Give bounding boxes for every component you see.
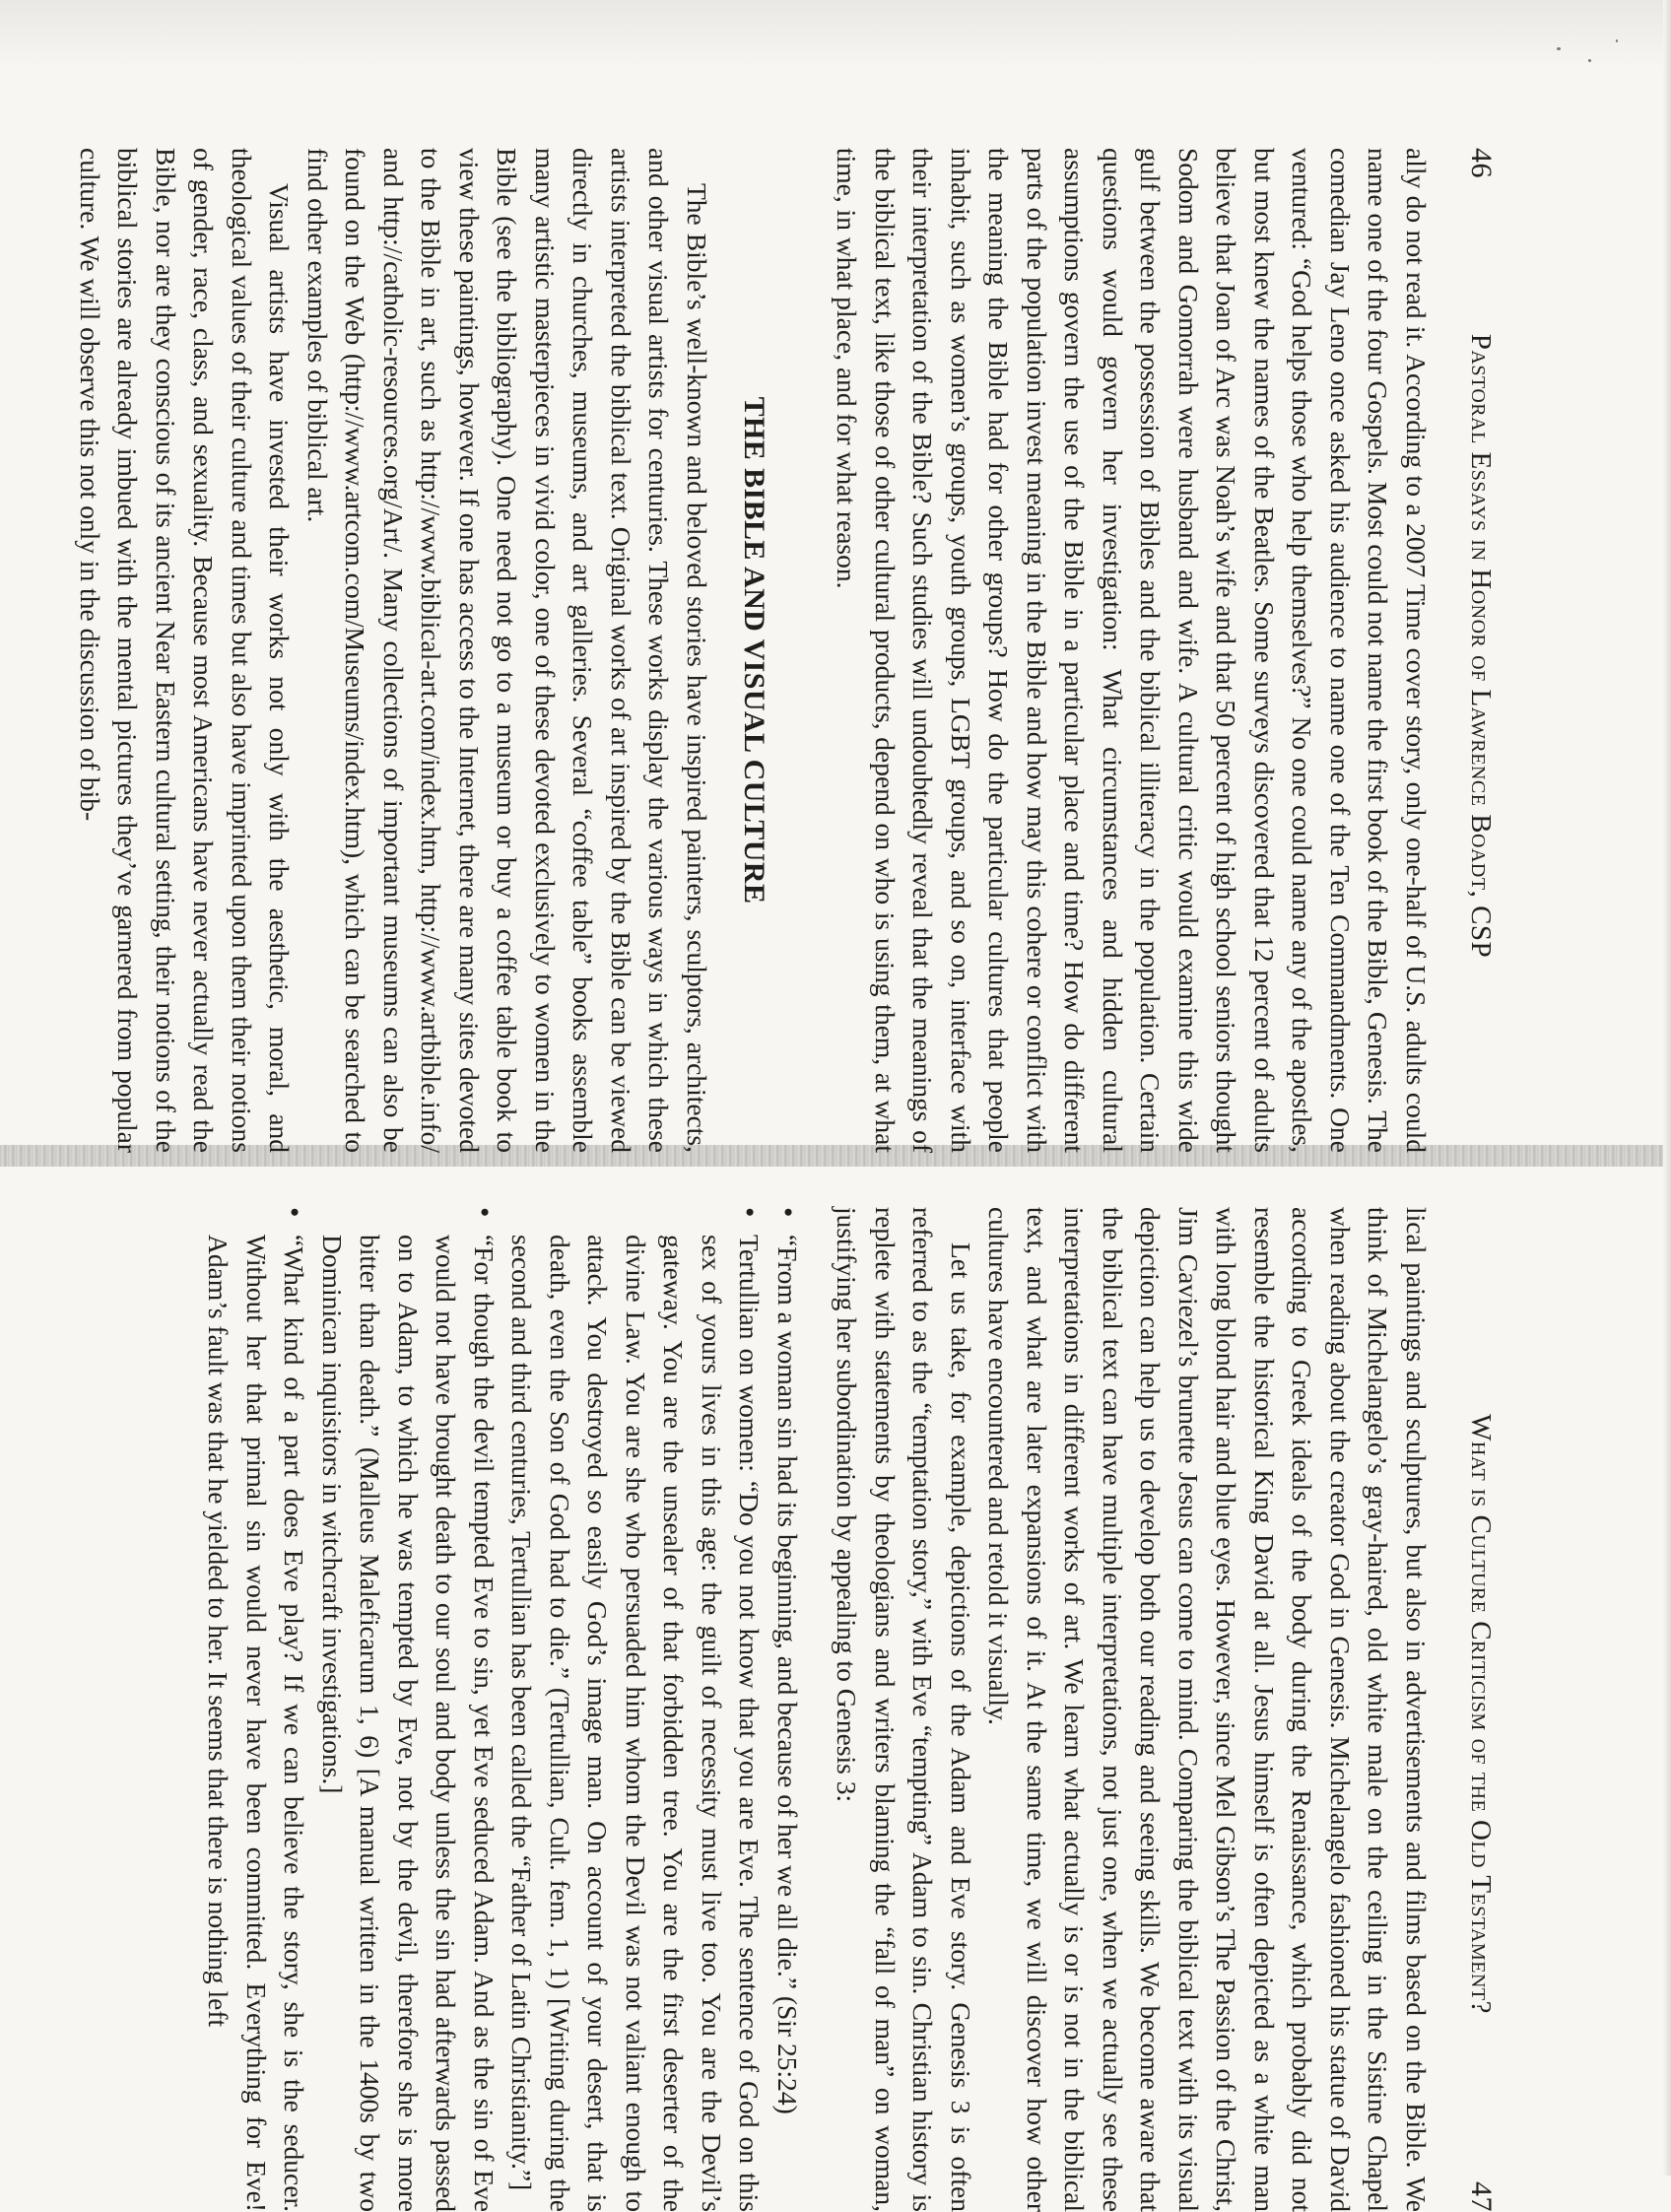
scan-speck: [1557, 47, 1561, 50]
page-number: 46: [1465, 148, 1498, 178]
page-number: 47: [1465, 2181, 1498, 2212]
paragraph: ally do not read it. According to a 2007 Time cover story, only one-half of U.S. adults could name one of the four Gospels. Most could not name the first book of the Bible, Genesis. The comedian Jay Leno once asked his audience to name one of the Ten Commandments. One ventured: “God helps those who help themselves?” No one could name any of the apostles, but most knew the names of the Beatles. Some surveys discovered that 12 percent of adults believe that Joan of Arc was Noah’s wife and that 50 percent of high school seniors thought Sodom and Gomorrah were husband and wife. A cultural critic would examine this wide gulf between the possession of Bibles and the biblical illiteracy in the population. Certain questions would govern her investigation: What circumstances and hidden cultural assumptions govern the use of the Bible in a particular place and time? How do different parts of the population invest meaning in the Bible and how may this cohere or conflict with the meaning the Bible had for other groups? How do the particular cultures that people inhabit, such as women’s groups, youth groups, LGBT groups, and so on, interface with their interpretation of the Bible? Such studies will undoubtedly reveal that the meanings of the biblical text, like those of other cultural products, depend on who is using them, at what time, in what place, and for what reason.: [832, 148, 1432, 1153]
list-item: • “For though the devil tempted Eve to sin, yet Eve seduced Adam. And as the sin of Eve would not have brought death to our soul and body unless the sin had afterwards passed on to Adam, to which he was tempted by Eve, not by the devil, therefore she is more bitter than death.” (Malleus Maleficarum 1, 6) [A manual written in the 1400s by two Dominican inquisitors in witchcraft investigations.]: [313, 1207, 503, 2212]
running-head-title: What is Culture Criticism of the Old Testament?: [1465, 1414, 1497, 2014]
list-item: • “What kind of a part does Eve play? If we can believe the story, she is the seducer. Without her that primal sin would never have been committed. Everything for Eve! Adam’s fault was that he yielded to her. It seems that there is nothing left: [199, 1207, 313, 2212]
list-item: • “From a woman sin had its beginning, and because of her we all die.” (Sir 25:24): [769, 1207, 807, 2212]
running-head: [1452, 148, 1498, 1153]
list-item: • Tertullian on women: “Do you not know that you are Eve. The sentence of God on this sex of yours lives in this age: the guilt of necessity must live too. You are the Devil’s gateway. You are the unsealer of that forbidden tree. You are the first deserter of the divine Law. You are she who persuaded him whom the Devil was not valiant enough to attack. You destroyed so easily God’s image man. On account of your desert, that is death, even the Son of God had to die.” (Tertullian, Cult. fem. 1, 1) [Writing during the second and third centuries, Tertullian has been called the “Father of Latin Christianity.”]: [502, 1207, 769, 2212]
running-head-title: Pastoral Essays in Honor of Lawrence Boadt, CSP: [1465, 333, 1497, 959]
section-heading: THE BIBLE AND VISUAL CULTURE: [738, 396, 770, 905]
paragraph: lical paintings and sculptures, but also in advertisements and films based on the Bible. We think of Michelangelo’s gray-haired, old white male on the ceiling in the Sistine Chapel when reading about the creator God in Genesis. Michelangelo fashioned his statue of David according to Greek ideals of the body during the Renaissance, which probably did not resemble the historical King David at all. Jesus himself is often depicted as a white man with long blond hair and blue eyes. However, since Mel Gibson’s The Passion of the Christ, Jim Caviezel’s brunette Jesus can come to mind. Comparing the biblical text with its visual depiction can help us to develop both our reading and seeing skills. We become aware that the biblical text can have multiple interpretations, not just one, when we actually see these interpretations in different works of art. We learn what actually is or is not in the biblical text, and what are later expansions of it. At the same time, we will discover how other cultures have encountered and retold it visually.: [983, 1207, 1432, 2212]
paragraph: Let us take, for example, depictions of the Adam and Eve story. Genesis 3 is often referred to as the “temptation story,” with Eve “tempting” Adam to sin. Christian history is replete with statements by theologians and writers blaming the “fall of man” on woman, justifying her subordination by appealing to Genesis 3:: [832, 1207, 976, 2212]
quote-list: [199, 1207, 806, 2212]
page-46: [20, 148, 1498, 1153]
page-body: [71, 148, 1436, 1153]
scan-speck: [1616, 39, 1618, 42]
page-47: [20, 1207, 1498, 2212]
scan-top-edge: [0, 0, 1671, 69]
page-body: [199, 1207, 1435, 2212]
scan-speck: [1588, 59, 1591, 62]
scan-right-edge: [1663, 0, 1671, 2176]
running-head: [1452, 1207, 1498, 2212]
paragraph: The Bible’s well-known and beloved stories have inspired painters, sculptors, architects, and other visual artists for centuries. These works display the various ways in which these artists interpreted the biblical text. Original works of art inspired by the Bible can be viewed directly in churches, museums, and art galleries. Several “coffee table” books assemble many artistic masterpieces in vivid color, one of these devoted exclusively to women in the Bible (see the bibliography). One need not go to a museum or buy a coffee table book to view these paintings, however. If one has access to the Internet, there are many sites devoted to the Bible in art, such as http://www.biblical-art.com/index.htm, http://www.artbible.info/ and http://catholic-resources.org/Art/. Many collections of important museums can also be found on the Web (http://www.artcom.com/Museums/index.htm), which can be searched to find other examples of biblical art.: [302, 148, 712, 1153]
paragraph: Visual artists have invested their works not only with the aesthetic, moral, and theological values of their culture and times but also have imprinted upon them their notions of gender, race, class, and sexuality. Because most Americans have never actually read the Bible, nor are they conscious of its ancient Near Eastern cultural setting, their notions of the biblical stories are already imbued with the mental pictures they’ve garnered from popular culture. We will observe this not only in the discussion of bib-: [75, 148, 296, 1153]
